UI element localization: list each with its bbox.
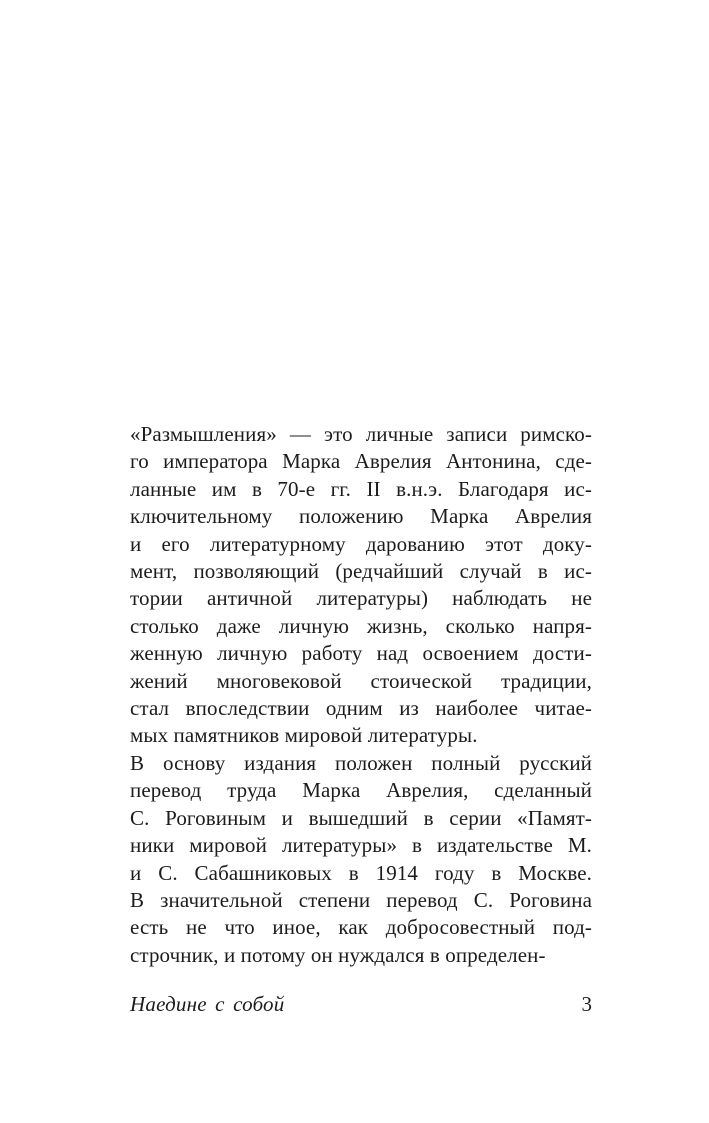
text-line: ключительному положению Марка Аврелия — [130, 504, 592, 529]
text-line: стал впоследствии одним из наиболее читае- — [130, 696, 592, 721]
text-line: строчник, и потому он нуждался в определен- — [130, 942, 546, 967]
page-number: 3 — [581, 992, 592, 1016]
text-line: ланные им в 70-е гг. II в.н.э. Благодаря ис- — [130, 476, 592, 501]
text-line: С. Роговиным и вышедший в серии «Памят- — [130, 805, 592, 830]
text-line: есть не что иное, как добросовестный под- — [130, 915, 592, 940]
page-footer — [130, 991, 592, 1018]
text-line: мых памятников мировой литературы. — [130, 723, 478, 748]
text-line: мент, позволяющий (редчайший случай в ис- — [130, 559, 592, 584]
text-line: перевод труда Марка Аврелия, сделанный — [130, 778, 592, 803]
body-text — [130, 421, 592, 969]
paragraph — [130, 750, 592, 969]
text-line: В значительной степени перевод С. Роговина — [130, 887, 592, 912]
paragraph — [130, 421, 592, 750]
text-line: столько даже личную жизнь, сколько напря- — [130, 613, 592, 638]
running-title: Наедине с собой — [130, 992, 285, 1016]
text-line: женную личную работу над освоением дости- — [130, 641, 592, 666]
text-line: го императора Марка Аврелия Антонина, сде- — [130, 449, 592, 474]
text-line: тории античной литературы) наблюдать не — [130, 586, 592, 611]
text-line: ники мировой литературы» в издательстве М. — [130, 833, 592, 858]
text-line: «Размышления» — это личные записи римско- — [130, 422, 592, 446]
text-line: жений многовековой стоической традиции, — [130, 668, 592, 693]
text-line: В основу издания положен полный русский — [130, 750, 592, 775]
text-line: и С. Сабашниковых в 1914 году в Москве. — [130, 860, 592, 885]
text-line: и его литературному дарованию этот доку- — [130, 531, 592, 556]
